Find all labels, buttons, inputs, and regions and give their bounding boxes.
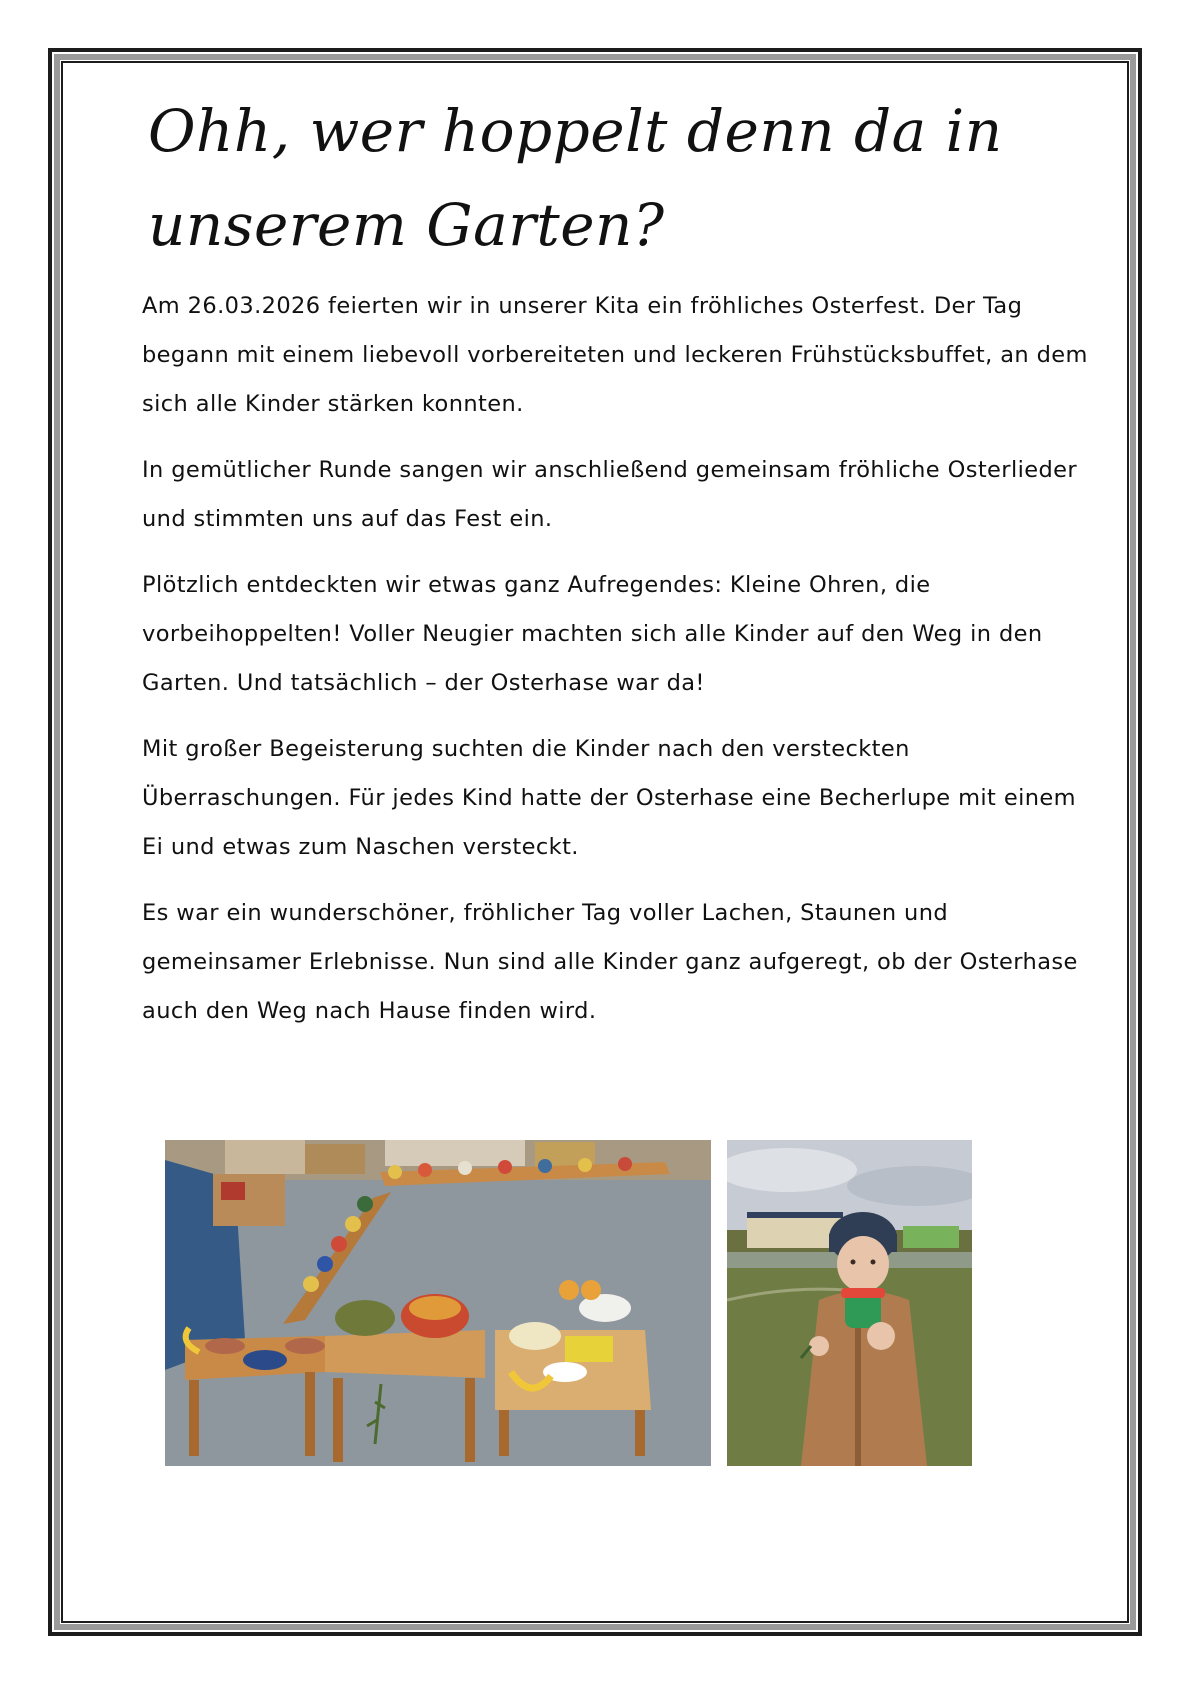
paragraph-songs: In gemütlicher Runde sangen wir anschließend gemeinsam fröhliche Osterlieder und stimmten uns auf das Fest ein. [142, 457, 1078, 532]
title-line-2: unserem Garten? [148, 191, 665, 259]
paragraph-intro: Am 26.03.2026 feierten wir in unserer Kita ein fröhliches Osterfest. Der Tag begann mit einem liebevoll vorbereiteten und leckeren Frühstücksbuffet, an dem sich alle Kinder stärken konnten. [142, 293, 1088, 417]
paragraph-conclusion: Es war ein wunderschöner, fröhlicher Tag voller Lachen, Staunen und gemeinsamer Erlebnisse. Nun sind alle Kinder ganz aufgeregt, ob der Osterhase auch den Weg nach Hause finden wird. [142, 900, 1078, 1024]
title-line-1: Ohh, wer hoppelt denn da in [148, 97, 1003, 165]
child-photo [727, 1140, 972, 1466]
article-body [142, 282, 1102, 1053]
paragraph-discovery: Plötzlich entdeckten wir etwas ganz Aufregendes: Kleine Ohren, die vorbeihoppelten! Voller Neugier machten sich alle Kinder auf den Weg in den Garten. Und tatsächlich – der Osterhase war da! [142, 572, 1043, 696]
paragraph-egg-hunt: Mit großer Begeisterung suchten die Kinder nach den versteckten Überraschungen. Für jedes Kind hatte der Osterhase eine Becherlupe mit einem Ei und etwas zum Naschen versteckt. [142, 736, 1076, 860]
buffet-photo [165, 1140, 711, 1466]
page-title [148, 84, 1078, 272]
